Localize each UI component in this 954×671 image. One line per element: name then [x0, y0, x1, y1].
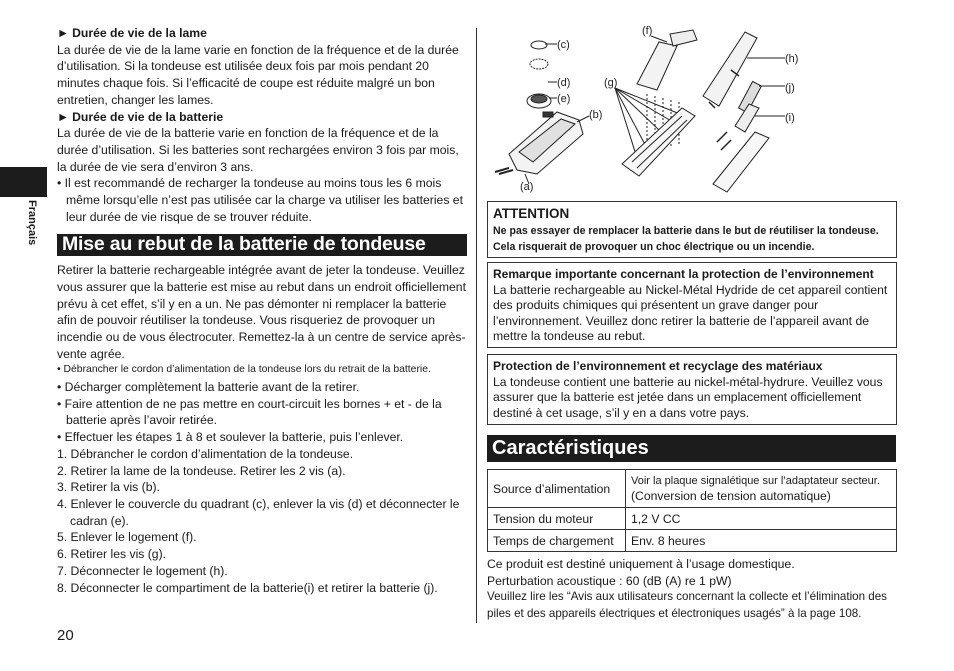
spec-value: 1,2 V CC — [626, 508, 897, 530]
language-tab-marker — [0, 167, 47, 197]
disposal-step: 4. Enlever le couvercle du quadrant (c), enlever la vis (d) et déconnecter le cadran (e). — [57, 496, 460, 528]
diagram-label-j: (j) — [785, 82, 795, 94]
battery-life-bullet: • Il est recommandé de recharger la tondeuse au moins tous les 6 mois même lorsqu’elle n’est pas utilisée car la charge va utiliser les batteries et leur durée de vie risque de se trouver réduite. — [57, 176, 463, 224]
spec-note: Ce produit est destiné uniquement à l’usage domestique. — [487, 557, 795, 571]
diagram-label-c: (c) — [557, 39, 570, 51]
diagram-label-g: (g) — [604, 77, 618, 89]
disposal-bullet: • Débrancher le cordon d’alimentation de la tondeuse lors du retrait de la batterie. — [57, 364, 431, 376]
screw-a-illustration — [495, 168, 513, 174]
spec-label: Tension du moteur — [488, 508, 626, 530]
disassembly-diagram — [487, 24, 897, 196]
disposal-bullet: • Décharger complètement la batterie avant de la retirer. — [57, 380, 360, 395]
diagram-label-h: (h) — [785, 53, 799, 65]
specifications-table — [487, 469, 897, 552]
left-column — [57, 25, 467, 596]
quadrant-cover-illustration — [531, 41, 547, 49]
frame-illustration — [622, 108, 695, 176]
housing-f-illustration — [637, 42, 677, 90]
disposal-section-title: Mise au rebut de la batterie de tondeuse — [57, 234, 467, 256]
table-row — [488, 470, 897, 508]
recycling-box — [487, 354, 897, 425]
environment-notice-box — [487, 262, 897, 348]
disposal-step: 2. Retirer la lame de la tondeuse. Retirer les 2 vis (a). — [57, 463, 346, 478]
disposal-bullet: • Effectuer les étapes 1 à 8 et soulever la batterie, puis l’enlever. — [57, 430, 404, 445]
battery-life-text: La durée de vie de la batterie varie en fonction de la fréquence et de la durée d’utilisation. Si les batteries sont rechargées environ 3 fois par mois, la durée de vie sera d’environ 3 ans. — [57, 126, 459, 174]
spec-value: Env. 8 heures — [626, 530, 897, 552]
triangle-arrow-icon: ► — [57, 26, 70, 40]
spec-value — [626, 470, 897, 508]
diagram-label-i: (i) — [785, 112, 795, 124]
environment-notice-text: La batterie rechargeable au Nickel-Métal Hydride de cet appareil contient des produits chimiques qui présentent un grave danger pour l’environnement. Veuillez donc retirer la batterie de l’appareil avant de mettre la tondeuse au rebut. — [493, 282, 888, 344]
spec-label: Temps de chargement — [488, 530, 626, 552]
attention-text: Ne pas essayer de remplacer la batterie dans le but de réutiliser la tondeuse. Cela risquerait de provoquer un choc électrique ou un incendie. — [493, 224, 879, 253]
diagram-label-e: (e) — [557, 93, 571, 105]
diagram-label-b: (b) — [589, 109, 603, 121]
spec-value-line: Voir la plaque signalétique sur l’adaptateur secteur. — [631, 474, 880, 487]
spec-label: Source d’alimentation — [488, 470, 626, 508]
spec-value-line: (Conversion de tension automatique) — [631, 488, 831, 503]
disposal-step: 3. Retirer la vis (b). — [57, 480, 160, 495]
blade-life-text: La durée de vie de la lame varie en fonction de la fréquence et de la durée d’utilisation. Si la tondeuse est utilisée deux fois par mois pendant 20 minutes chaque fois. Si l’efficacité de coupe est réduite malgré un bon entretien, changer les lames. — [57, 42, 459, 107]
recycling-title: Protection de l’environnement et recyclage des matériaux — [493, 359, 823, 373]
specifications-notes — [487, 556, 902, 623]
blade-life-heading: ► Durée de vie de la lame — [57, 26, 207, 40]
column-divider — [476, 28, 477, 623]
disposal-step: 6. Retirer les vis (g). — [57, 547, 167, 562]
triangle-arrow-icon: ► — [57, 109, 70, 124]
disposal-step: 8. Déconnecter le compartiment de la batterie(i) et retirer la batterie (j). — [57, 580, 438, 595]
diagram-label-a: (a) — [520, 181, 534, 193]
page-number: 20 — [57, 627, 74, 644]
specifications-title: Caractéristiques — [487, 435, 896, 462]
diagram-label-f: (f) — [642, 25, 653, 37]
attention-box — [487, 201, 897, 258]
spec-note: Veuillez lire les “Avis aux utilisateurs concernant la collecte et l’élimination des piles et des appareils électriques et électroniques usagés” à la page 108. — [487, 590, 887, 621]
table-row — [488, 508, 897, 530]
disposal-step: 1. Débrancher le cordon d’alimentation de la tondeuse. — [57, 446, 354, 461]
environment-notice-title: Remarque importante concernant la protection de l’environnement — [493, 267, 874, 281]
attention-title: ATTENTION — [493, 206, 570, 221]
disposal-step: 5. Enlever le logement (f). — [57, 530, 197, 545]
screw-ring-illustration — [530, 59, 548, 69]
spec-note: Perturbation acoustique : 60 (dB (A) re 1 pW) — [487, 573, 732, 588]
diagram-label-d: (d) — [557, 77, 571, 89]
disposal-bullet: • Faire attention de ne pas mettre en court-circuit les bornes + et - de la batterie après l’avoir retirée. — [57, 396, 442, 428]
recycling-text: La tondeuse contient une batterie au nickel-métal-hydrure. Veuillez vous assurer que la batterie est jetée dans un emplacement officiellement destiné à cet usage, s’il y en a dans votre pays. — [493, 374, 883, 420]
language-label: Français — [26, 200, 38, 246]
disposal-intro: Retirer la batterie rechargeable intégrée avant de jeter la tondeuse. Veuillez vous assurer que la batterie est mise au rebut dans un endroit officiellement prévu à cet effet, s’il y en a un. Ne pas démonter ni remplacer la batterie afin de pouvoir réutiliser la tondeuse. Vous risqueriez de provoquer un incendie ou de vous électrocuter. Remettez-la à un centre de service après-vente agrée. — [57, 263, 466, 361]
disposal-step: 7. Déconnecter le logement (h). — [57, 563, 228, 578]
battery-life-heading: ► Durée de vie de la batterie — [57, 109, 224, 124]
table-row — [488, 530, 897, 552]
